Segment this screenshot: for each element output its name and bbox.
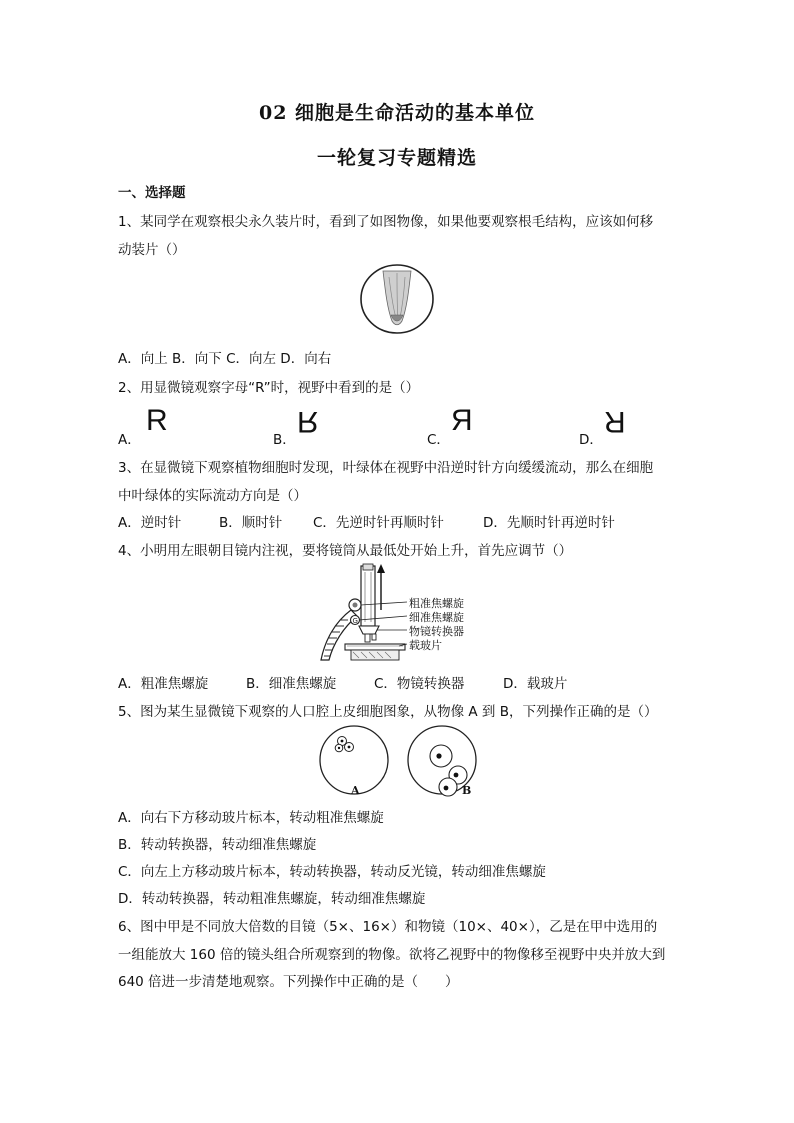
q1-line1: 1、某同学在观察根尖永久装片时，看到了如图物像，如果他要观察根毛结构，应该如何移	[118, 214, 654, 230]
q2-option-c-glyph: R	[451, 404, 473, 437]
q3-option-c: C．先逆时针再顺时针	[313, 515, 444, 531]
label-slide: 载玻片	[409, 639, 442, 652]
label-fine-focus: 细准焦螺旋	[409, 611, 464, 624]
q6-line2: 一组能放大 160 倍的镜头组合所观察到的物像。欲将乙视野中的物像移至视野中央并放大到	[118, 947, 666, 963]
q6-line3: 640 倍进一步清楚地观察。下列操作中正确的是（ ）	[118, 974, 459, 990]
q2-option-a-glyph: R	[146, 404, 168, 437]
q5-option-c: C．向左上方移动玻片标本，转动转换器，转动反光镜，转动细准焦螺旋	[118, 864, 546, 880]
q3-line1: 3、在显微镜下观察植物细胞时发现，叶绿体在视野中沿逆时针方向缓缓流动，那么在细胞	[118, 460, 654, 476]
svg-text:G: G	[352, 617, 358, 625]
label-coarse-focus: 粗准焦螺旋	[409, 597, 464, 610]
q5-option-d: D．转动转换器，转动粗准焦螺旋，转动细准焦螺旋	[118, 891, 426, 907]
q2-option-d-label: D．	[579, 432, 603, 448]
q6-line1: 6、图中甲是不同放大倍数的目镜（5×、16×）和物镜（10×、40×），乙是在甲中选用的	[118, 919, 658, 935]
q4-option-a: A．粗准焦螺旋	[118, 676, 209, 692]
q2-option-a-label: A．	[118, 432, 141, 448]
q4-option-b: B．细准焦螺旋	[246, 676, 337, 692]
q2-option-c-label: C．	[427, 432, 450, 448]
q1-line2: 动装片（）	[118, 242, 186, 258]
fig-label-b: B	[462, 784, 472, 797]
page-subtitle: 一轮复习专题精选	[316, 147, 477, 169]
q3-option-d: D．先顺时针再逆时针	[483, 515, 615, 531]
q2-option-b-glyph: R	[297, 405, 319, 438]
fig-label-a: A	[351, 784, 360, 797]
page-title: 02 细胞是生命活动的基本单位	[258, 102, 536, 124]
q2-stem: 2、用显微镜观察字母“R”时，视野中看到的是（）	[118, 380, 420, 396]
q4-option-d: D．载玻片	[503, 676, 568, 692]
q4-stem: 4、小明用左眼朝目镜内注视，要将镜筒从最低处开始上升，首先应调节（）	[118, 543, 573, 559]
root-tip-figure	[359, 263, 437, 335]
q5-option-a: A．向右下方移动玻片标本，转动粗准焦螺旋	[118, 810, 384, 826]
section-heading: 一、选择题	[118, 185, 186, 201]
q5-option-b: B．转动转换器，转动细准焦螺旋	[118, 837, 317, 853]
q1-options: A．向上 B．向下 C．向左 D．向右	[118, 351, 332, 367]
q3-option-b: B．顺时针	[219, 515, 283, 531]
q3-line2: 中叶绿体的实际流动方向是（）	[118, 488, 307, 504]
label-nosepiece: 物镜转换器	[409, 625, 464, 638]
q2-option-d-glyph: R	[604, 405, 626, 438]
q4-option-c: C．物镜转换器	[374, 676, 465, 692]
q5-stem: 5、图为某生显微镜下观察的人口腔上皮细胞图象，从物像 A 到 B，下列操作正确的是（）	[118, 704, 658, 720]
q2-option-b-label: B．	[273, 432, 296, 448]
q3-option-a: A．逆时针	[118, 515, 182, 531]
